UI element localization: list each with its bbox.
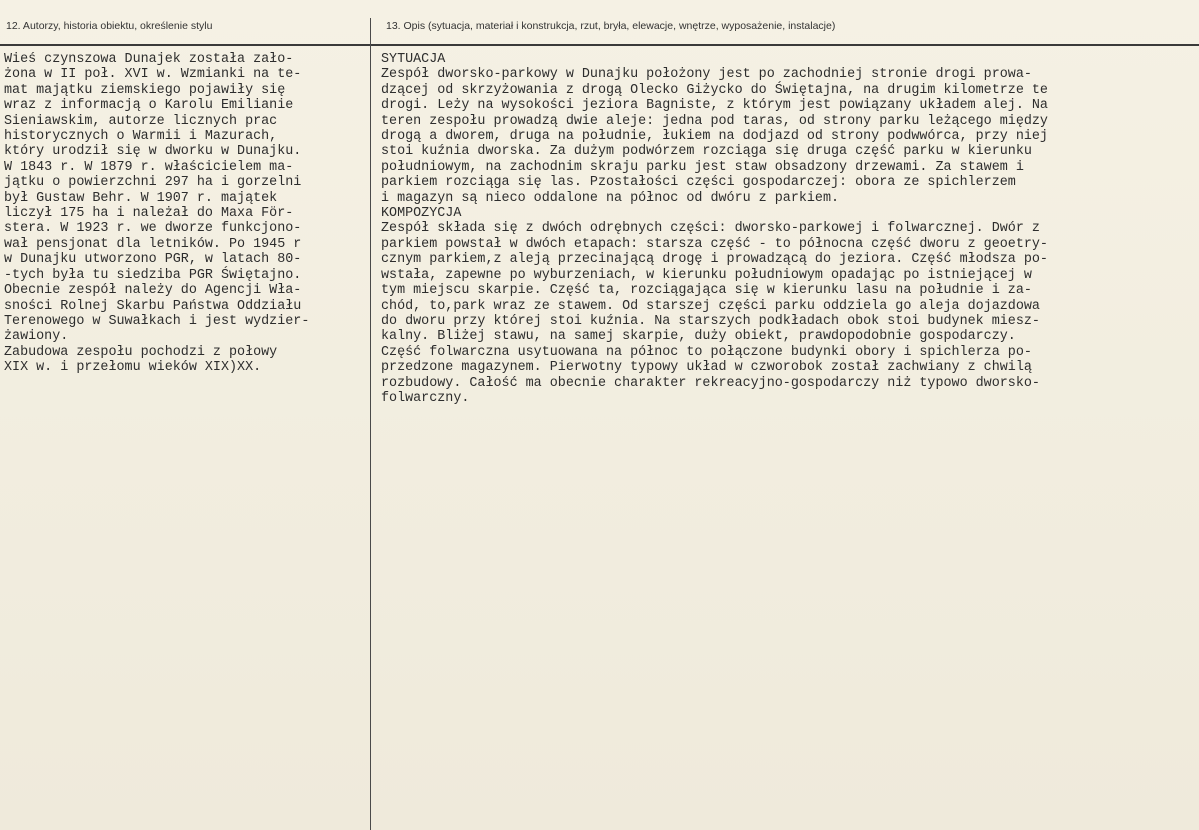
description-line: tym miejscu skarpie. Część ta, rozciągająca się w kierunku lasu na południe i za- (381, 283, 1032, 299)
history-line: mat majątku ziemskiego pojawiły się (4, 82, 286, 98)
history-line: sności Rolnej Skarbu Państwa Oddziału (4, 298, 302, 314)
history-line: liczył 175 ha i należał do Maxa För- (4, 206, 294, 222)
description-line: Część folwarczna usytuowana na północ to połączone budynki obory i spichlerza po- (381, 344, 1032, 360)
history-line: który urodził się w dworku w Dunajku. (4, 144, 302, 160)
description-line: Zespół składa się z dwóch odrębnych części: dworsko-parkowej i folwarcznej. Dwór z (381, 221, 1040, 237)
description-line: wstała, zapewne po wyburzeniach, w kierunku południowym opadając po istniejącej w (381, 267, 1032, 283)
column-divider (370, 18, 371, 830)
description-line: cznym parkiem,z aleją przecinającą drogę i prowadzącą do jeziora. Część młodsza po- (381, 252, 1048, 268)
description-line: rozbudowy. Całość ma obecnie charakter rekreacyjno-gospodarczy niż typowo dworsko- (381, 375, 1040, 391)
history-text (4, 52, 370, 376)
description-text (381, 52, 1195, 406)
history-line: Terenowego w Suwałkach i jest wydzier- (4, 313, 310, 329)
history-line: Wieś czynszowa Dunajek została zało- (4, 52, 294, 67)
description-line: kalny. Bliżej stawu, na samej skarpie, duży obiekt, prawdopodobnie gospodarczy. (381, 329, 1016, 345)
history-line: XIX w. i przełomu wieków XIX)XX. (4, 360, 262, 376)
description-line: stoi kuźnia dworska. Za dużym podwórzem rozciąga się druga część parku w kierunku (381, 144, 1032, 160)
history-line: jątku o powierzchni 297 ha i gorzelni (4, 175, 302, 191)
description-line: drogą a dworem, druga na południe, łukiem na dodjazd od strony podwwórca, przy niej (381, 129, 1048, 145)
description-line: parkiem rozciąga się las. Pzostałości części gospodarczej: obora ze spichlerzem (381, 175, 1016, 191)
history-line: stera. W 1923 r. we dworze funkcjono- (4, 221, 302, 237)
section-13-header: 13. Opis (sytuacja, materiał i konstrukcja, rzut, bryła, elewacje, wnętrze, wyposażenie, instalacje) (386, 20, 836, 32)
description-line: folwarczny. (381, 390, 470, 406)
history-line: był Gustaw Behr. W 1907 r. majątek (4, 190, 278, 206)
description-line: chód, to,park wraz ze stawem. Od starszej części parku oddziela go aleja dojazdowa (381, 298, 1040, 314)
description-line: przedzone magazynem. Pierwotny typowy układ w czworobok został zachwiany z chwilą (381, 360, 1032, 376)
section-12-header: 12. Autorzy, historia obiektu, określenie stylu (6, 20, 213, 32)
description-line: do dworu przy której stoi kuźnia. Na starszych podkładach obok stoi budynek miesz- (381, 313, 1040, 329)
description-line: drogi. Leży na wysokości jeziora Bagniste, z którym jest powiązany układem alej. Na (381, 98, 1048, 114)
description-line: Zespół dworsko-parkowy w Dunajku położony jest po zachodniej stronie drogi prowa- (381, 67, 1032, 83)
history-line: w Dunajku utworzono PGR, w latach 80- (4, 252, 302, 268)
header-divider (0, 44, 1199, 46)
history-line: W 1843 r. W 1879 r. właścicielem ma- (4, 159, 294, 175)
history-line: historycznych o Warmii i Mazurach, (4, 129, 278, 145)
history-line: wał pensjonat dla letników. Po 1945 r (4, 236, 302, 252)
description-line: dzącej od skrzyżowania z drogą Olecko Giżycko do Świętajna, na drugim kilometrze te (381, 82, 1048, 98)
description-line: KOMPOZYCJA (381, 206, 462, 222)
description-line: SYTUACJA (381, 52, 446, 67)
description-line: południowym, na zachodnim skraju parku jest staw obsadzony drzewami. Za stawem i (381, 159, 1024, 175)
description-line: i magazyn są nieco oddalone na północ od dwóru z parkiem. (381, 190, 840, 206)
history-line: Zabudowa zespołu pochodzi z połowy (4, 344, 278, 360)
history-line: wraz z informacją o Karolu Emilianie (4, 98, 294, 114)
history-line: -tych była tu siedziba PGR Świętajno. (4, 267, 302, 283)
history-line: Obecnie zespół należy do Agencji Wła- (4, 283, 302, 299)
history-line: Sieniawskim, autorze licznych prac (4, 113, 278, 129)
history-line: żona w II poł. XVI w. Wzmianki na te- (4, 67, 302, 83)
history-line: żawiony. (4, 329, 69, 345)
description-line: parkiem powstał w dwóch etapach: starsza część - to północna część dworu z geoetry- (381, 236, 1048, 252)
description-line: teren zespołu prowadzą dwie aleje: jedna pod taras, od strony parku leżącego między (381, 113, 1048, 129)
